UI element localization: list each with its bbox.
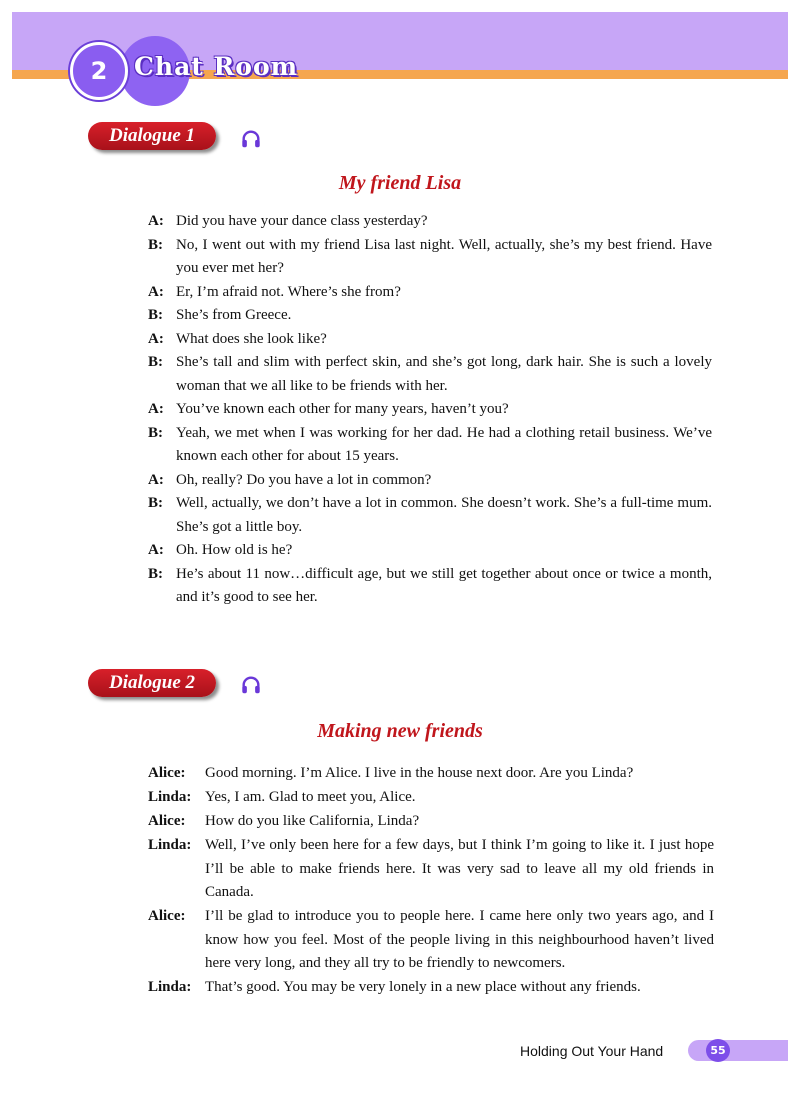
speaker: A: [148,213,164,229]
line-text: Oh. How old is he? [176,542,293,558]
dialogue-line [148,210,712,234]
book-title: Holding Out Your Hand [520,1043,664,1059]
dialogue-line [148,762,714,786]
line-text: Yeah, we met when I was working for her dad. He had a clothing retail business. We’ve known each other for about 15 years. [176,424,712,464]
line-text: She’s from Greece. [176,307,292,323]
dialogue-line [148,976,714,1000]
line-text: No, I went out with my friend Lisa last night. Well, actually, she’s my best friend. Have you ever met her? [176,236,712,276]
unit-number-badge [70,42,128,100]
line-text: Er, I’m afraid not. Where’s she from? [176,283,401,300]
line-text: I’ll be glad to introduce you to people here. I came here only two years ago, and I know how you feel. Most of the people living in this neighbourhood haven’t lived here very long, and they all try to be friendly to newcomers. [205,908,714,971]
line-text: Well, I’ve only been here for a few days, but I think I’m going to like it. I just hope I’ll be able to make friends here. It was very sad to leave all my old friends in Canada. [205,837,714,900]
section-title: Chat Room [134,52,299,81]
dialogue-line [148,328,712,352]
dialogue-line [148,810,714,834]
speaker: B: [148,495,163,511]
speaker: Alice: [148,908,186,924]
speaker: Alice: [148,765,186,781]
dialogue-line [148,469,712,493]
speaker: A: [148,330,164,347]
speaker: B: [148,424,163,441]
speaker: A: [148,283,164,300]
line-text: Yes, I am. Glad to meet you, Alice. [205,789,416,805]
dialogue-line [148,351,712,398]
dialogue-line [148,786,714,810]
speaker: B: [148,236,163,253]
speaker: Linda: [148,837,192,853]
line-text: Oh, really? Do you have a lot in common? [176,471,432,488]
dialogue-line [148,492,712,539]
speaker: Alice: [148,813,186,829]
dialogue-line [148,834,714,905]
line-text: Did you have your dance class yesterday? [176,213,428,229]
unit-number: 2 [90,57,108,85]
dialogue-line [148,398,712,422]
line-text: She’s tall and slim with perfect skin, and she’s got long, dark hair. She is such a lovely woman that we all like to be friends with her. [176,354,712,394]
dialogue-line [148,422,712,469]
page-number: 55 [706,1039,730,1062]
speaker: A: [148,471,164,488]
dialogue-line [148,905,714,976]
speaker: A: [148,401,164,417]
dialogue2-label: Dialogue 2 [88,669,216,697]
dialogue-line [148,234,712,281]
line-text: That’s good. You may be very lonely in a new place without any friends. [205,979,641,995]
dialogue-line [148,563,712,610]
speaker: Linda: [148,979,192,995]
line-text: You’ve known each other for many years, haven’t you? [176,401,509,417]
speaker: B: [148,354,163,370]
headphones-icon[interactable] [240,128,262,150]
line-text: What does she look like? [176,330,327,347]
dialogue1-title: My friend Lisa [338,172,462,194]
dialogue1-label: Dialogue 1 [88,122,216,150]
dialogue-line [148,281,712,305]
footer-bar [688,1040,788,1061]
speaker: Linda: [148,789,192,805]
dialogue-line [148,539,712,563]
headphones-icon[interactable] [240,674,262,696]
line-text: How do you like California, Linda? [205,813,420,829]
speaker: B: [148,307,163,323]
dialogue2-title: Making new friends [317,720,483,742]
line-text: Well, actually, we don’t have a lot in common. She doesn’t work. She’s a full-time mum. She’s got a little boy. [176,495,712,535]
line-text: Good morning. I’m Alice. I live in the house next door. Are you Linda? [205,765,634,781]
speaker: B: [148,565,163,582]
line-text: He’s about 11 now…difficult age, but we still get together about once or twice a month, and it’s good to see her. [176,565,712,605]
speaker: A: [148,542,164,558]
dialogue-line [148,304,712,328]
